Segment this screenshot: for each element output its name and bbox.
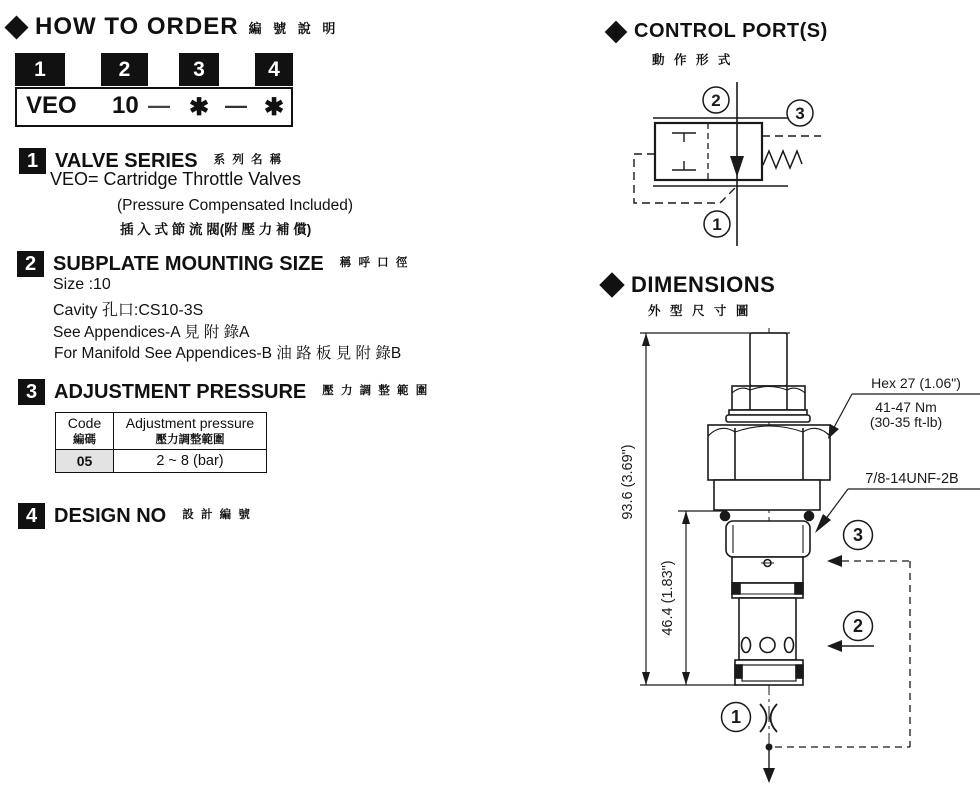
- hex-body: [708, 425, 830, 480]
- control-ports-title-zh: 動 作 形 式: [652, 53, 734, 67]
- outlet-arrow: [763, 768, 775, 783]
- pressure-header: Adjustment pressure: [125, 415, 255, 431]
- section-2-numbox: 2: [17, 251, 44, 277]
- o-ring-top-right: [805, 512, 814, 521]
- code-header: Code: [67, 415, 102, 431]
- adjustment-table-data-row: [56, 450, 266, 472]
- subplate-section-header: [17, 251, 409, 277]
- valve-series-title: VALVE SERIES: [55, 150, 198, 172]
- subplate-size-line: Size :10: [53, 276, 111, 293]
- valve-dimension-drawing: [615, 320, 980, 790]
- hex-flange: [714, 480, 820, 510]
- model-star-1: ✱: [189, 94, 210, 121]
- model-size: 10: [112, 92, 139, 119]
- adjustment-table-header-row: [56, 413, 266, 450]
- torque-ftlb-label: (30-35 ft-lb): [869, 414, 943, 430]
- port1-label: 1: [712, 215, 722, 234]
- adjust-screw-stem: [750, 333, 787, 386]
- o-ring-groove: [732, 583, 803, 598]
- code-value: 05: [56, 450, 114, 472]
- order-code-table: [15, 53, 293, 127]
- subplate-cavity-line: Cavity 孔口:CS10-3S: [53, 302, 204, 319]
- model-series: VEO: [26, 92, 77, 119]
- o-ring-top-left: [721, 512, 730, 521]
- torque-nm-label: 41-47 Nm: [875, 399, 937, 415]
- adjustment-pressure-table: [55, 412, 267, 473]
- thread-section: [726, 521, 810, 557]
- thread-spec-label: 7/8-14UNF-2B: [865, 471, 959, 487]
- locknut: [732, 386, 805, 410]
- port2-label: 2: [711, 91, 721, 110]
- pilot-section: [732, 557, 803, 583]
- pressure-value: 2 ~ 8 (bar): [156, 453, 224, 469]
- section-1-numbox: 1: [19, 148, 46, 174]
- port3-label: 3: [795, 104, 805, 123]
- subplate-title-zh: 稱 呼 口 徑: [339, 257, 410, 269]
- pilot-drain-line: [634, 154, 737, 203]
- thread-leader-arrow: [815, 514, 831, 533]
- insert-height-label: 46.4 (1.83"): [660, 560, 676, 636]
- section-4-numbox: 4: [18, 503, 45, 529]
- throttle-arrow-icon: [730, 156, 744, 177]
- valve-series-line-1: VEO= Cartridge Throttle Valves: [50, 169, 301, 189]
- order-cell-3: 3: [179, 53, 219, 86]
- model-dash-2: —: [225, 93, 247, 118]
- lower-body: [739, 598, 796, 660]
- junction-dot: [766, 744, 773, 751]
- orifice-symbol-right: [771, 704, 778, 732]
- dimensions-title-zh: 外 型 尺 寸 圖: [648, 304, 752, 318]
- pressure-header-zh: 壓力調整範圍: [155, 434, 225, 446]
- subplate-title: SUBPLATE MOUNTING SIZE: [53, 253, 324, 275]
- port2-label: 2: [852, 616, 864, 636]
- hex-size-label: Hex 27 (1.06"): [871, 375, 961, 391]
- symbol-envelope: [655, 123, 762, 180]
- subplate-appendix-a-line: See Appendices-A 見 附 錄A: [53, 324, 250, 341]
- control-ports-title: CONTROL PORT(S): [634, 20, 828, 42]
- valve-series-line-3: 插 入 式 節 流 閥(附 壓 力 補 償): [120, 222, 312, 237]
- diamond-bullet-icon: [4, 15, 28, 39]
- order-cell-2: 2: [101, 53, 148, 86]
- valve-series-line-2: (Pressure Compensated Included): [117, 197, 354, 214]
- orifice-symbol-left: [760, 704, 767, 732]
- order-gap-1: [65, 53, 101, 86]
- diamond-bullet-icon: [599, 272, 624, 297]
- diamond-bullet-icon: [605, 20, 628, 43]
- order-code-row: [15, 53, 293, 86]
- model-star-2: ✱: [264, 94, 285, 121]
- overall-height-label: 93.6 (3.69"): [620, 444, 636, 520]
- how-to-order-title: HOW TO ORDER: [35, 13, 239, 40]
- adjustment-title: ADJUSTMENT PRESSURE: [54, 381, 307, 403]
- adjustment-section-header: [18, 379, 429, 405]
- model-dash-1: —: [148, 93, 170, 118]
- how-to-order-title-zh: 編 號 說 明: [248, 20, 340, 36]
- dimensions-title: DIMENSIONS: [631, 272, 776, 297]
- section-3-numbox: 3: [18, 379, 45, 405]
- order-gap-2: [148, 53, 179, 86]
- order-model-row: [15, 87, 293, 127]
- spring-icon: [763, 151, 802, 168]
- port2-arrow: [827, 640, 842, 652]
- dimensions-header: [603, 272, 775, 298]
- order-cell-1: 1: [15, 53, 65, 86]
- hydraulic-symbol-diagram: [620, 80, 980, 250]
- design-no-title-zh: 設 計 編 號: [182, 509, 252, 521]
- design-no-section-header: [18, 503, 252, 529]
- order-cell-4: 4: [255, 53, 293, 86]
- port3-arrow: [827, 555, 842, 567]
- port1-label: 1: [730, 707, 742, 727]
- control-ports-header: [608, 20, 828, 43]
- valve-series-title-zh: 系 列 名 稱: [213, 154, 284, 166]
- design-no-title: DESIGN NO: [54, 505, 167, 527]
- subplate-appendix-b-line: For Manifold See Appendices-B 油 路 板 見 附 錄B: [54, 345, 402, 362]
- code-header-zh: 編碼: [73, 434, 96, 446]
- order-gap-3: [219, 53, 255, 86]
- adjustment-title-zh: 壓 力 調 整 範 圍: [322, 385, 430, 397]
- how-to-order-header: [8, 13, 339, 41]
- port3-label: 3: [852, 525, 864, 545]
